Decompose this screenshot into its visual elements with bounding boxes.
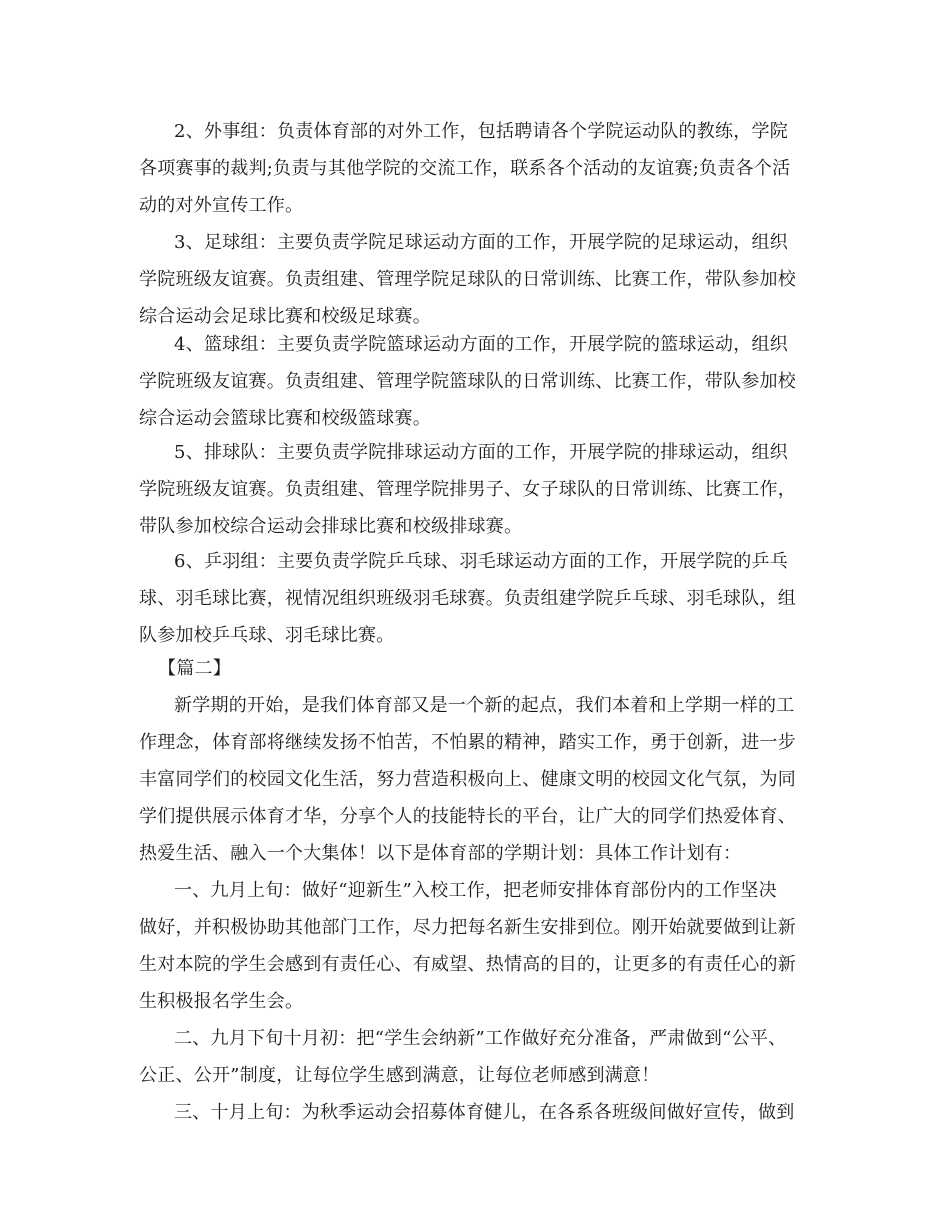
- paragraph-line: 学院班级友谊赛。负责组建、管理学院足球队的日常训练、比赛工作，带队参加校: [139, 269, 796, 290]
- paragraph-line: 三、十月上旬：为秋季运动会招募体育健儿，在各系各班级间做好宣传，做到: [174, 1102, 795, 1123]
- paragraph-line: 3、足球组：主要负责学院足球运动方面的工作，开展学院的足球运动，组织: [174, 232, 788, 253]
- paragraph-line: 二、九月下旬十月初：把“学生会纳新”工作做好充分准备，严肃做到“公平、: [174, 1028, 787, 1049]
- paragraph-line: 队参加校乒乓球、羽毛球比赛。: [139, 625, 395, 646]
- paragraph-line: 球、羽毛球比赛，视情况组织班级羽毛球赛。负责组建学院乒乓球、羽毛球队，组: [139, 588, 796, 609]
- paragraph-line: 丰富同学们的校园文化生活，努力营造积极向上、健康文明的校园文化气氛，为同: [139, 769, 796, 790]
- paragraph-line: 学院班级友谊赛。负责组建、管理学院篮球队的日常训练、比赛工作，带队参加校: [139, 371, 796, 392]
- paragraph-line: 综合运动会足球比赛和校级足球赛。: [139, 306, 431, 327]
- paragraph-line: 热爱生活、融入一个大集体！以下是体育部的学期计划：具体工作计划有：: [139, 843, 742, 864]
- paragraph-line: 6、乒羽组：主要负责学院乒乓球、羽毛球运动方面的工作，开展学院的乒乓: [174, 551, 788, 572]
- section-heading: 【篇二】: [158, 658, 231, 679]
- paragraph-line: 生积极报名学生会。: [139, 991, 304, 1012]
- paragraph-line: 2、外事组：负责体育部的对外工作，包括聘请各个学院运动队的教练，学院: [174, 121, 788, 142]
- paragraph-line: 新学期的开始，是我们体育部又是一个新的起点，我们本着和上学期一样的工: [174, 695, 795, 716]
- paragraph-line: 5、排球队：主要负责学院排球运动方面的工作，开展学院的排球运动，组织: [174, 442, 788, 463]
- paragraph-line: 各项赛事的裁判;负责与其他学院的交流工作，联系各个活动的友谊赛;负责各个活: [139, 158, 791, 179]
- paragraph-line: 带队参加校综合运动会排球比赛和校级排球赛。: [139, 516, 523, 537]
- paragraph-line: 动的对外宣传工作。: [139, 195, 304, 216]
- paragraph-line: 综合运动会篮球比赛和校级篮球赛。: [139, 408, 431, 429]
- paragraph-line: 4、篮球组：主要负责学院篮球运动方面的工作，开展学院的篮球运动，组织: [174, 334, 788, 355]
- paragraph-line: 生对本院的学生会感到有责任心、有威望、热情高的目的，让更多的有责任心的新: [139, 954, 796, 975]
- paragraph-line: 做好，并积极协助其他部门工作，尽力把每名新生安排到位。刚开始就要做到让新: [139, 917, 796, 938]
- paragraph-line: 一、九月上旬：做好“迎新生”入校工作，把老师安排体育部份内的工作坚决: [174, 880, 777, 901]
- paragraph-line: 公正、公开”制度，让每位学生感到满意，让每位老师感到满意！: [139, 1065, 660, 1086]
- paragraph-line: 作理念，体育部将继续发扬不怕苦，不怕累的精神，踏实工作，勇于创新，进一步: [139, 732, 796, 753]
- paragraph-line: 学院班级友谊赛。负责组建、管理学院排男子、女子球队的日常训练、比赛工作，: [139, 479, 796, 500]
- paragraph-line: 学们提供展示体育才华，分享个人的技能特长的平台，让广大的同学们热爱体育、: [139, 806, 796, 827]
